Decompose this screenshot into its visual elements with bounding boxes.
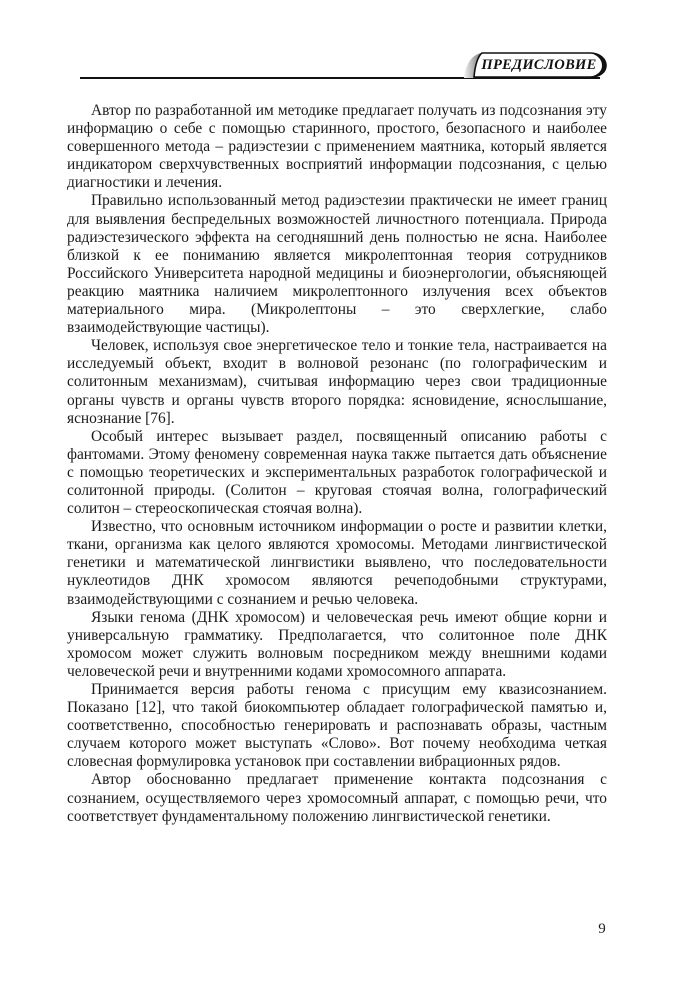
- paragraph: Особый интерес вызывает раздел, посвященный описанию работы с фантомами. Этому феномену современная наука также пытается дать объяснение с помощью теоретических и экспериментальных разработок голографической и солитонной природы. (Солитон – круговая стоячая волна, голографический солитон – стереоскопическая стоячая волна).: [67, 427, 607, 518]
- paragraph: Правильно использованный метод радиэстезии практически не имеет границ для выявления беспредельных возможностей личностного потенциала. Природа радиэстезического эффекта на сегодняшний день полностью не ясна. Наиболее близкой к ее пониманию является микролептонная теория сотрудников Российского Университета народной медицины и биоэнергологии, объясняющей реакцию маятника наличием микролептонного излучения всех объектов материального мира. (Микролептоны – это сверхлегкие, слабо взаимодействующие частицы).: [67, 192, 607, 337]
- paragraph: Автор по разработанной им методике предлагает получать из подсознания эту информацию о себе с помощью старинного, простого, безопасного и наиболее совершенного метода – радиэстезии с применением маятника, который является индикатором сверхчувственных восприятий информации подсознания, с целью диагностики и лечения.: [67, 102, 607, 192]
- paragraph: Человек, используя свое энергетическое тело и тонкие тела, настраивается на исследуемый объект, входит в волновой резонанс (по голографическим и солитонным механизмам), считывая информацию через свои традиционные органы чувств и органы чувств второго порядка: ясновидение, яснослышание, яснознание [76].: [67, 337, 607, 427]
- section-header-badge: [462, 51, 608, 79]
- paragraph: Известно, что основным источником информации о росте и развитии клетки, ткани, организма как целого являются хромосомы. Методами лингвистической генетики и математической лингвистики выявлено, что последовательности нуклеотидов ДНК хромосом являются речеподобными структурами, взаимодействующими с сознанием и речью человека.: [67, 518, 607, 608]
- paragraph: Автор обоснованно предлагает применение контакта подсознания с сознанием, осуществляемого через хромосомный аппарат, с помощью речи, что соответствует фундаментальному положению лингвистической генетики.: [67, 771, 607, 825]
- paragraph: Языки генома (ДНК хромосом) и человеческая речь имеют общие корни и универсальную грамматику. Предполагается, что солитонное поле ДНК хромосом может служить волновым посредником между внешними кодами человеческой речи и внутренними кодами хромосомного аппарата.: [67, 608, 607, 680]
- body-text: [67, 102, 607, 826]
- paragraph: Принимается версия работы генома с присущим ему квазисознанием. Показано [12], что такой биокомпьютер обладает голографической памятью и, соответственно, способностью генерировать и распознавать образы, частным случаем которого может выступать «Слово». Вот почему необходима четкая словесная формулировка установок при составлении вибрационных рядов.: [67, 681, 607, 771]
- page-number: 9: [598, 921, 606, 937]
- section-title: ПРЕДИСЛОВИЕ: [481, 57, 597, 73]
